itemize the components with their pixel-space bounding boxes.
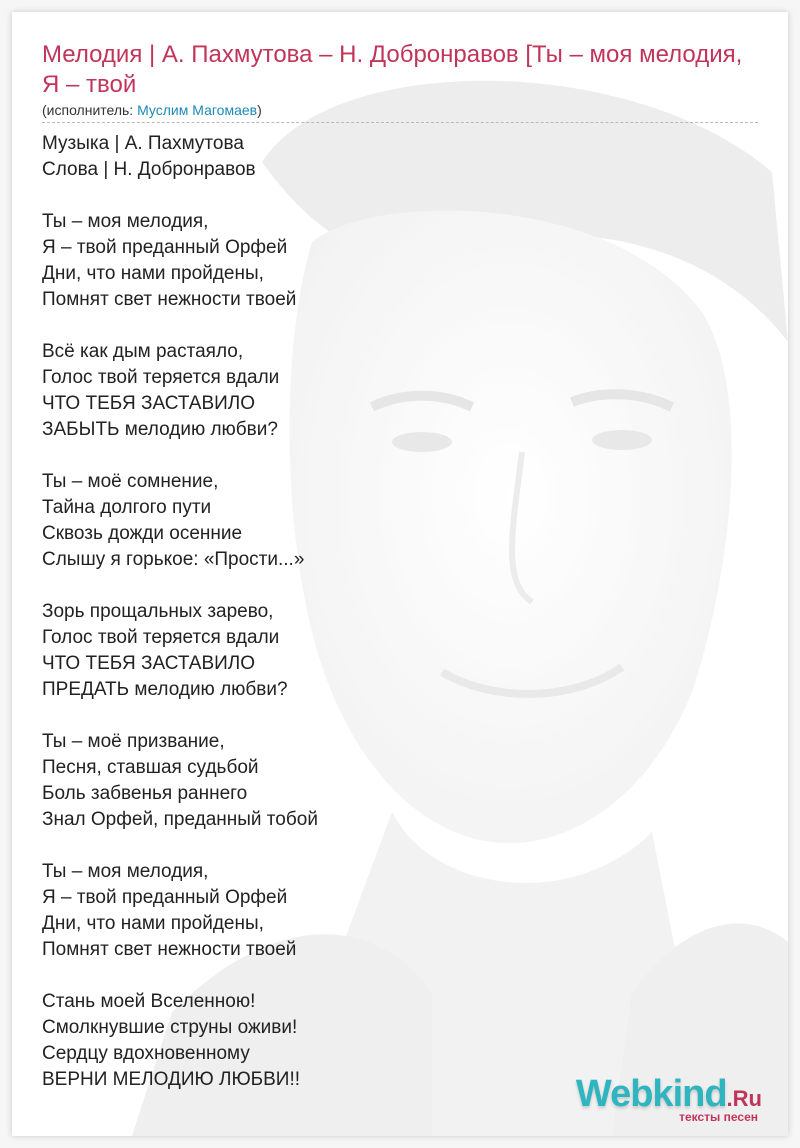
lyric-line: Я – твой преданный Орфей (42, 237, 288, 258)
lyric-line: Я – твой преданный Орфей (42, 887, 288, 908)
page-title: Мелодия | А. Пахмутова – Н. Добронравов [Ты – моя мелодия, Я – твой (42, 41, 743, 98)
lyric-line: Помнят свет нежности твоей (42, 289, 297, 310)
lyric-line: Всё как дым растаяло, (42, 341, 244, 362)
lyrics-content (42, 40, 762, 1093)
lyric-line: ВЕРНИ МЕЛОДИЮ ЛЮБВИ!! (42, 1069, 301, 1090)
lyric-line: Зорь прощальных зарево, (42, 601, 274, 622)
lyric-line: Ты – моё призвание, (42, 731, 225, 752)
lyric-line: Голос твой теряется вдали (42, 367, 280, 388)
performer-link[interactable]: Муслим Магомаев (137, 102, 258, 118)
performer-suffix: ) (257, 102, 262, 118)
lyric-line: Боль забвенья раннего (42, 783, 248, 804)
lyric-line: Голос твой теряется вдали (42, 627, 280, 648)
lyric-line: ПРЕДАТЬ мелодию любви? (42, 679, 288, 700)
lyric-line: Сердцу вдохновенному (42, 1043, 250, 1064)
lyric-line: Дни, что нами пройдены, (42, 263, 264, 284)
logo-subtitle: тексты песен (679, 1110, 758, 1124)
lyric-line: ЧТО ТЕБЯ ЗАСТАВИЛО (42, 653, 256, 674)
credit-music: Музыка | А. Пахмутова (42, 133, 244, 154)
credit-words: Слова | Н. Добронравов (42, 159, 256, 180)
lyric-line: Ты – моя мелодия, (42, 861, 209, 882)
webkind-logo[interactable] (576, 1073, 762, 1124)
lyric-line: ЧТО ТЕБЯ ЗАСТАВИЛО (42, 393, 256, 414)
lyric-line: Песня, ставшая судьбой (42, 757, 259, 778)
logo-tld: .Ru (726, 1086, 762, 1111)
performer-line (42, 102, 758, 123)
lyric-line: ЗАБЫТЬ мелодию любви? (42, 419, 278, 440)
lyrics-text (42, 131, 762, 1093)
lyric-line: Стань моей Вселенною! (42, 991, 256, 1012)
lyric-line: Сквозь дожди осенние (42, 523, 243, 544)
lyric-line: Ты – моя мелодия, (42, 211, 209, 232)
lyric-line: Знал Орфей, преданный тобой (42, 809, 318, 830)
lyric-line: Тайна долгого пути (42, 497, 212, 518)
page-card (12, 12, 788, 1136)
lyric-line: Ты – моё сомнение, (42, 471, 219, 492)
lyric-line: Смолкнувшие струны оживи! (42, 1017, 298, 1038)
logo-wordmark: Webkind (575, 1073, 727, 1115)
lyric-line: Дни, что нами пройдены, (42, 913, 264, 934)
lyric-line: Слышу я горькое: «Прости...» (42, 549, 305, 570)
performer-prefix: (исполнитель: (42, 102, 138, 118)
lyric-line: Помнят свет нежности твоей (42, 939, 297, 960)
